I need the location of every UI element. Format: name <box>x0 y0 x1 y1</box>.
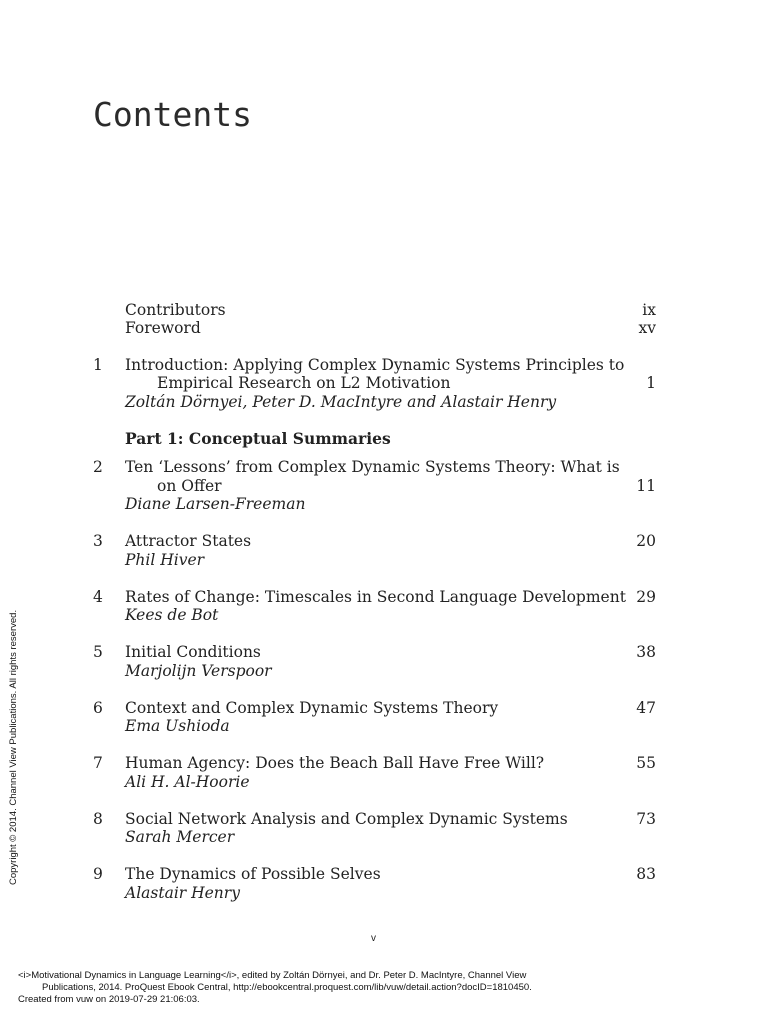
chapter-title: Ten ‘Lessons’ from Complex Dynamic Systems Theory: What is <box>125 458 620 476</box>
chapter-title: Social Network Analysis and Complex Dynamic Systems <box>125 810 568 828</box>
chapter-title: Rates of Change: Timescales in Second Language Development <box>125 588 626 606</box>
chapter-title: Attractor States <box>125 532 252 550</box>
chapter-authors: Ali H. Al-Hoorie <box>125 773 250 791</box>
chapter-number: 9 <box>93 865 103 883</box>
chapter-authors: Zoltán Dörnyei, Peter D. MacIntyre and Alastair Henry <box>125 393 557 411</box>
toc-title-contributors: Contributors <box>125 301 226 319</box>
chapter-page: 1 <box>646 374 656 392</box>
chapter-page: 55 <box>636 754 656 772</box>
chapter-number: 6 <box>93 699 103 717</box>
chapter-authors: Diane Larsen-Freeman <box>125 495 306 513</box>
chapter-number: 8 <box>93 810 103 828</box>
chapter-title: Introduction: Applying Complex Dynamic Systems Principles to <box>125 356 625 374</box>
chapter-number: 4 <box>93 588 103 606</box>
chapter-title-continued: on Offer <box>157 477 222 495</box>
chapter-title: Initial Conditions <box>125 643 261 661</box>
chapter-page: 47 <box>636 699 656 717</box>
chapter-authors: Phil Hiver <box>125 551 205 569</box>
chapter-page: 38 <box>636 643 656 661</box>
toc-page-foreword: xv <box>638 319 656 337</box>
chapter-title: The Dynamics of Possible Selves <box>125 865 381 883</box>
citation-line: <i>Motivational Dynamics in Language Learning</i>, edited by Zoltán Dörnyei, and Dr. Peter D. MacIntyre, Channel View <box>18 970 527 981</box>
chapter-authors: Alastair Henry <box>125 884 240 902</box>
chapter-number: 2 <box>93 458 103 476</box>
citation-footer <box>18 970 532 1006</box>
chapter-title: Context and Complex Dynamic Systems Theory <box>125 699 499 717</box>
chapter-number: 1 <box>93 356 103 374</box>
citation-line: Publications, 2014. ProQuest Ebook Central, http://ebookcentral.proquest.com/lib/vuw/detail.action?docID=1810450. <box>42 982 532 993</box>
chapter-number: 5 <box>93 643 103 661</box>
chapter-number: 3 <box>93 532 103 550</box>
chapter-authors: Kees de Bot <box>125 606 219 624</box>
chapter-title: Human Agency: Does the Beach Ball Have Free Will? <box>125 754 545 772</box>
chapter-page: 83 <box>636 865 656 883</box>
part-heading: Part 1: Conceptual Summaries <box>125 429 391 448</box>
chapter-page: 11 <box>636 477 656 495</box>
toc-title-foreword: Foreword <box>125 319 201 337</box>
toc-page-contributors: ix <box>642 301 656 319</box>
chapter-authors: Ema Ushioda <box>125 717 230 735</box>
chapter-page: 20 <box>636 532 656 550</box>
page-number: v <box>371 933 376 944</box>
chapter-page: 73 <box>636 810 656 828</box>
chapter-number: 7 <box>93 754 103 772</box>
page-title: Contents <box>93 95 252 134</box>
chapter-title-continued: Empirical Research on L2 Motivation <box>157 374 451 392</box>
chapter-page: 29 <box>636 588 656 606</box>
chapter-authors: Marjolijn Verspoor <box>125 662 272 680</box>
chapter-authors: Sarah Mercer <box>125 828 235 846</box>
copyright-notice: Copyright © 2014. Channel View Publications. All rights reserved. <box>8 609 19 885</box>
citation-line: Created from vuw on 2019-07-29 21:06:03. <box>18 994 200 1005</box>
